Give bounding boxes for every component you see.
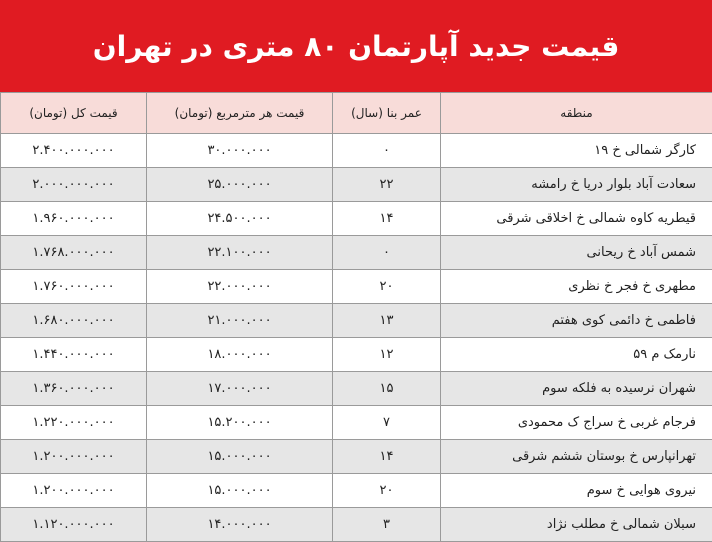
cell-region: فرجام غربی خ سراج ک محمودی xyxy=(441,406,712,440)
table-row xyxy=(1,304,712,338)
table-header-row xyxy=(1,93,712,134)
column-header-total-price: قیمت کل (تومان) xyxy=(1,93,147,134)
cell-region: مطهری خ فجر خ نظری xyxy=(441,270,712,304)
cell-building-age: ۷ xyxy=(333,406,441,440)
cell-region: شهران نرسیده به فلکه سوم xyxy=(441,372,712,406)
cell-price-per-sqm: ۲۵.۰۰۰.۰۰۰ xyxy=(147,168,333,202)
cell-price-per-sqm: ۲۲.۱۰۰.۰۰۰ xyxy=(147,236,333,270)
cell-region: سبلان شمالی خ مطلب نژاد xyxy=(441,508,712,542)
cell-building-age: ۲۰ xyxy=(333,474,441,508)
cell-total-price: ۱.۲۰۰.۰۰۰.۰۰۰ xyxy=(1,474,147,508)
table-row xyxy=(1,508,712,542)
price-table-container xyxy=(0,92,712,534)
table-row xyxy=(1,474,712,508)
cell-building-age: ۱۴ xyxy=(333,202,441,236)
cell-building-age: ۱۲ xyxy=(333,338,441,372)
title-text: قیمت جدید آپارتمان ۸۰ متری در تهران xyxy=(93,30,620,63)
table-row xyxy=(1,406,712,440)
cell-total-price: ۱.۶۸۰.۰۰۰.۰۰۰ xyxy=(1,304,147,338)
page-title xyxy=(0,0,712,92)
price-table xyxy=(0,92,712,542)
cell-region: فاطمی خ دائمی کوی هفتم xyxy=(441,304,712,338)
cell-price-per-sqm: ۱۵.۰۰۰.۰۰۰ xyxy=(147,440,333,474)
table-row xyxy=(1,270,712,304)
table-row xyxy=(1,338,712,372)
cell-region: کارگر شمالی خ ۱۹ xyxy=(441,134,712,168)
cell-price-per-sqm: ۳۰.۰۰۰.۰۰۰ xyxy=(147,134,333,168)
cell-price-per-sqm: ۲۴.۵۰۰.۰۰۰ xyxy=(147,202,333,236)
table-row xyxy=(1,134,712,168)
cell-price-per-sqm: ۱۵.۲۰۰.۰۰۰ xyxy=(147,406,333,440)
cell-building-age: ۰ xyxy=(333,236,441,270)
table-row xyxy=(1,202,712,236)
cell-building-age: ۲۲ xyxy=(333,168,441,202)
cell-price-per-sqm: ۱۴.۰۰۰.۰۰۰ xyxy=(147,508,333,542)
table-row xyxy=(1,168,712,202)
table-body xyxy=(1,134,712,542)
cell-building-age: ۱۵ xyxy=(333,372,441,406)
cell-total-price: ۱.۷۶۰.۰۰۰.۰۰۰ xyxy=(1,270,147,304)
cell-building-age: ۰ xyxy=(333,134,441,168)
table-row xyxy=(1,372,712,406)
cell-building-age: ۱۳ xyxy=(333,304,441,338)
column-header-building-age: عمر بنا (سال) xyxy=(333,93,441,134)
cell-region: قیطریه کاوه شمالی خ اخلاقی شرقی xyxy=(441,202,712,236)
cell-region: نارمک م ۵۹ xyxy=(441,338,712,372)
column-header-region: منطقه xyxy=(441,93,712,134)
cell-building-age: ۲۰ xyxy=(333,270,441,304)
cell-region: تهرانپارس خ بوستان ششم شرقی xyxy=(441,440,712,474)
cell-region: سعادت آباد بلوار دریا خ رامشه xyxy=(441,168,712,202)
cell-total-price: ۱.۹۶۰.۰۰۰.۰۰۰ xyxy=(1,202,147,236)
column-header-price-per-sqm: قیمت هر مترمربع (تومان) xyxy=(147,93,333,134)
table-row xyxy=(1,440,712,474)
cell-price-per-sqm: ۲۲.۰۰۰.۰۰۰ xyxy=(147,270,333,304)
cell-price-per-sqm: ۱۵.۰۰۰.۰۰۰ xyxy=(147,474,333,508)
cell-building-age: ۱۴ xyxy=(333,440,441,474)
cell-building-age: ۳ xyxy=(333,508,441,542)
cell-price-per-sqm: ۱۷.۰۰۰.۰۰۰ xyxy=(147,372,333,406)
cell-total-price: ۲.۰۰۰.۰۰۰.۰۰۰ xyxy=(1,168,147,202)
cell-region: شمس آباد خ ریحانی xyxy=(441,236,712,270)
cell-total-price: ۱.۲۲۰.۰۰۰.۰۰۰ xyxy=(1,406,147,440)
cell-total-price: ۲.۴۰۰.۰۰۰.۰۰۰ xyxy=(1,134,147,168)
cell-total-price: ۱.۷۶۸.۰۰۰.۰۰۰ xyxy=(1,236,147,270)
table-row xyxy=(1,236,712,270)
cell-total-price: ۱.۲۰۰.۰۰۰.۰۰۰ xyxy=(1,440,147,474)
cell-price-per-sqm: ۱۸.۰۰۰.۰۰۰ xyxy=(147,338,333,372)
cell-total-price: ۱.۳۶۰.۰۰۰.۰۰۰ xyxy=(1,372,147,406)
cell-region: نیروی هوایی خ سوم xyxy=(441,474,712,508)
cell-total-price: ۱.۴۴۰.۰۰۰.۰۰۰ xyxy=(1,338,147,372)
cell-price-per-sqm: ۲۱.۰۰۰.۰۰۰ xyxy=(147,304,333,338)
cell-total-price: ۱.۱۲۰.۰۰۰.۰۰۰ xyxy=(1,508,147,542)
